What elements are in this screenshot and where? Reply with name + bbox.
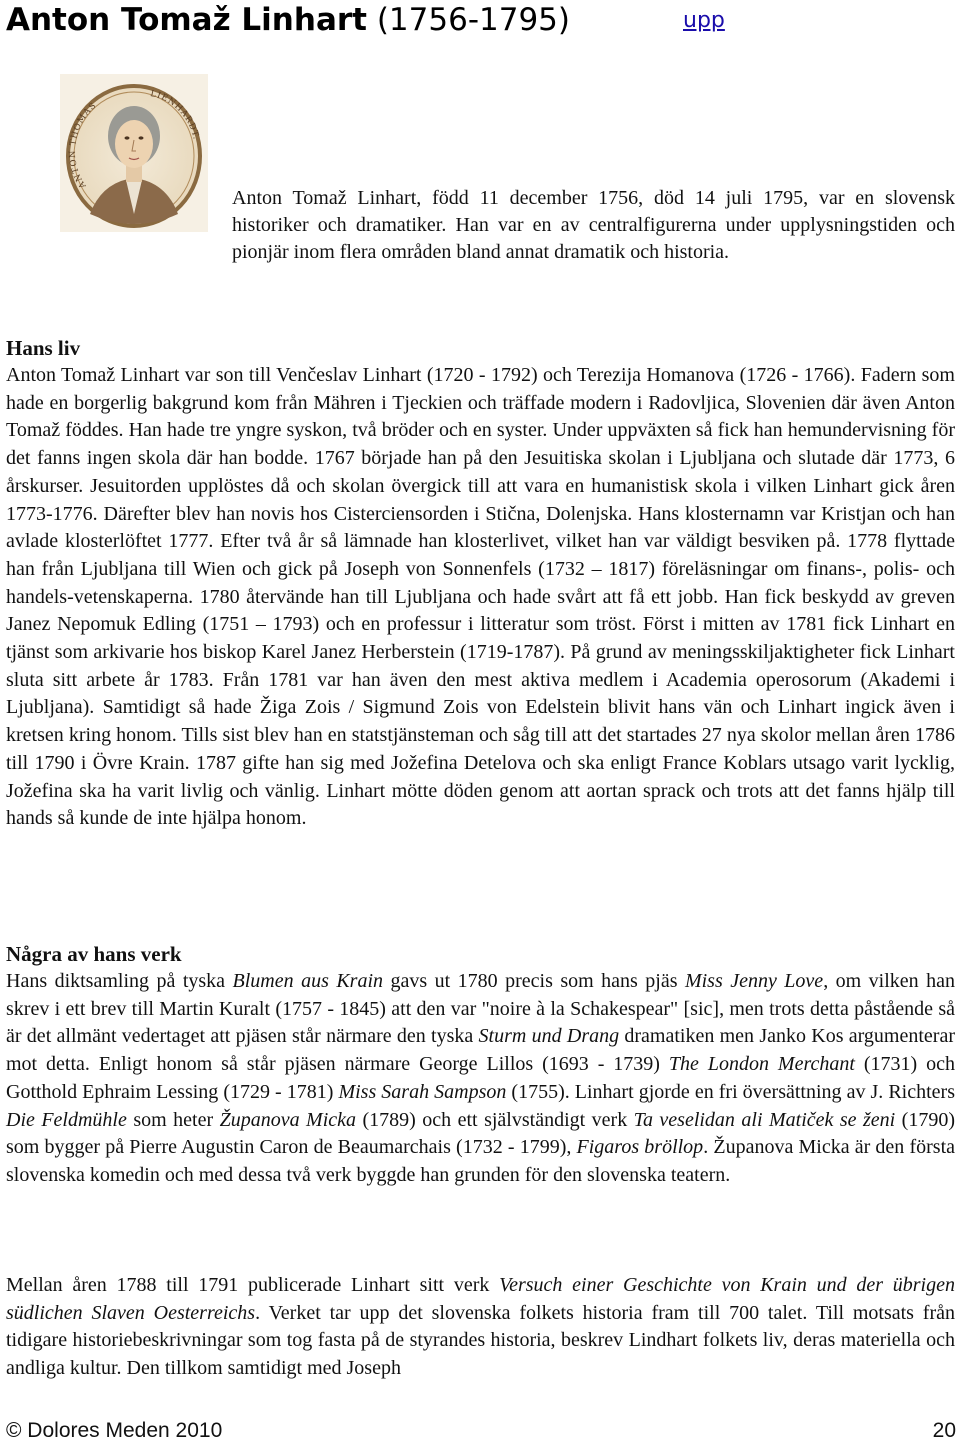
title-years: (1756-1795) <box>376 2 570 38</box>
verk-paragraph-2 <box>6 1272 955 1383</box>
text-span: som heter <box>126 1108 220 1131</box>
text-span: (1755). Linhart gjorde en fri översättning av J. Richters <box>506 1080 955 1103</box>
work-title: Die Feldmühle <box>6 1108 127 1131</box>
section-verk <box>6 940 955 1190</box>
title-name: Anton Tomaž Linhart <box>6 2 367 38</box>
hans-liv-paragraph: Anton Tomaž Linhart var son till Venčeslav Linhart (1720 - 1792) och Terezija Homanova (1726 - 1766). Fadern som hade en borgerlig bakgrund kom från Mähren i Tjeckien och träffade modern i Radovljica, Slovenien där även Anton Tomaž föddes. Han hade tre yngre syskon, två bröder och en syster. Under uppväxten så fick han hemundervisning för det fanns ingen skola där han bodde. 1767 började han på den Jesuitiska skolan i Ljubljana och slutade där 1773, 6 årskurser. Jesuitorden upplöstes då och skolan övergick till att vara en humanistisk skola i vilken Linhart gick åren 1773-1776. Därefter blev han novis hos Cisterciensorden i Stična, Dolenjska. Hans klosternamn var Kristjan och han avlade klosterlöftet 1777. Efter två år så lämnade han klosterlivet, vilket han var väldigt besviken på. 1778 flyttade han från Ljubljana till Wien och gick på Joseph von Sonnenfels (1732 – 1817) föreläsningar om finans-, polis- och handels-vetenskaperna. 1780 återvände han till Ljubljana och hade svårt att få ett jobb. Han fick beskydd av greven Janez Nepomuk Edling (1751 – 1793) och en professur i litteratur som tröst. Först i mitten av 1781 fick Linhart en tjänst som arkivarie hos biskop Karel Janez Herberstein (1719-1787). På grund av meningsskiljaktigheter fick Linhart sluta sitt arbete år 1783. Från 1781 var han även den mest aktiva medlem i Academia operosorum (Akademi i Ljubljana). Samtidigt så hade Žiga Zois / Sigmund Zois von Edelstein blivit hans vän och Linhart ingick även i kretsen kring honom. Tills sist blev han en statstjänsteman och såg till att det startades 27 nya skolor mellan åren 1786 till 1790 i Övre Krain. 1787 gifte han sig med Jožefina Detelova och ska enligt France Koblars utsago varit lycklig, Jožefina ska ha varit livlig och vänlig. Linhart mötte döden genom att aortan sprack och trots att det fanns hjälp till hands så kunde de inte hjälpa honom. <box>6 364 955 830</box>
text-span: , om vilken han skrev i ett brev till Martin Kuralt (1757 - 1845) att den var "noire à la Schakespear" [sic], men trots detta påstående så är det allmänt vedertaget att pjäsen står närmare den tyska <box>6 970 956 1048</box>
text-span: . Županova Micka är den första slovenska komedin och med dessa två verk byggde han grunden för den slovenska teatern. <box>6 1136 956 1186</box>
work-title: Versuch einer Geschichte von Krain und der übrigen südlichen Slaven Oesterreichs <box>6 1274 955 1324</box>
portrait-caption-left: ANTON THOMAS <box>67 100 99 190</box>
work-title: Ta veselidan ali Matiček se ženi <box>633 1108 896 1131</box>
footer-copyright: © Dolores Meden 2010 <box>6 1419 223 1442</box>
work-title: Miss Jenny Love <box>684 970 824 992</box>
work-title: Miss Sarah Sampson <box>338 1080 507 1103</box>
intro-paragraph: Anton Tomaž Linhart, född 11 december 1756, död 14 juli 1795, var en slovensk historiker och dramatiker. Han var en av centralfigurerna under upplysningstiden och pionjär inom flera områden bland annat dramatik och historia. <box>232 187 955 263</box>
heading-hans-liv: Hans liv <box>6 336 81 360</box>
up-link[interactable]: upp <box>683 8 725 33</box>
text-span: gavs ut 1780 precis som hans pjäs <box>383 970 685 992</box>
work-title: Županova Micka <box>219 1108 357 1131</box>
portrait-caption-right: LIENHARDT. <box>149 89 201 142</box>
text-span: (1789) och ett självständigt verk <box>356 1108 634 1131</box>
text-span: . Verket tar upp det slovenska folkets historia fram till 700 talet. Till motsats från tidigare historiebeskrivningar som tog fasta på de styrandes historia, beskrev Lindhart folkets liv, deras materiella och andliga kultur. Den tillkom samtidigt med Joseph <box>6 1301 955 1380</box>
work-title: Sturm und Drang <box>478 1025 620 1048</box>
text-span: (1731) och Gotthold Ephraim Lessing (1729 - 1781) <box>6 1053 955 1103</box>
work-title: Figaros bröllop <box>576 1136 704 1159</box>
text-span: Hans diktsamling på tyska <box>6 970 233 992</box>
work-title: Blumen aus Krain <box>232 970 384 992</box>
text-span: Mellan åren 1788 till 1791 publicerade Linhart sitt verk <box>6 1274 500 1296</box>
section-hans-liv <box>6 334 955 833</box>
verk-paragraph-1 <box>6 968 955 1190</box>
page-header <box>0 0 960 44</box>
work-title: The London Merchant <box>668 1053 855 1076</box>
page-title <box>6 0 570 40</box>
text-span: (1790) som bygger på Pierre Augustin Caron de Beaumarchais (1732 - 1799), <box>6 1108 955 1159</box>
portrait-image <box>60 74 208 232</box>
heading-verk: Några av hans verk <box>6 942 182 966</box>
footer-page-number: 20 <box>932 1419 956 1442</box>
text-span: dramatiken men Janko Kos argumenterar mot detta. Enligt honom så står pjäsen närmare George Lillos (1693 - 1739) <box>6 1025 956 1076</box>
